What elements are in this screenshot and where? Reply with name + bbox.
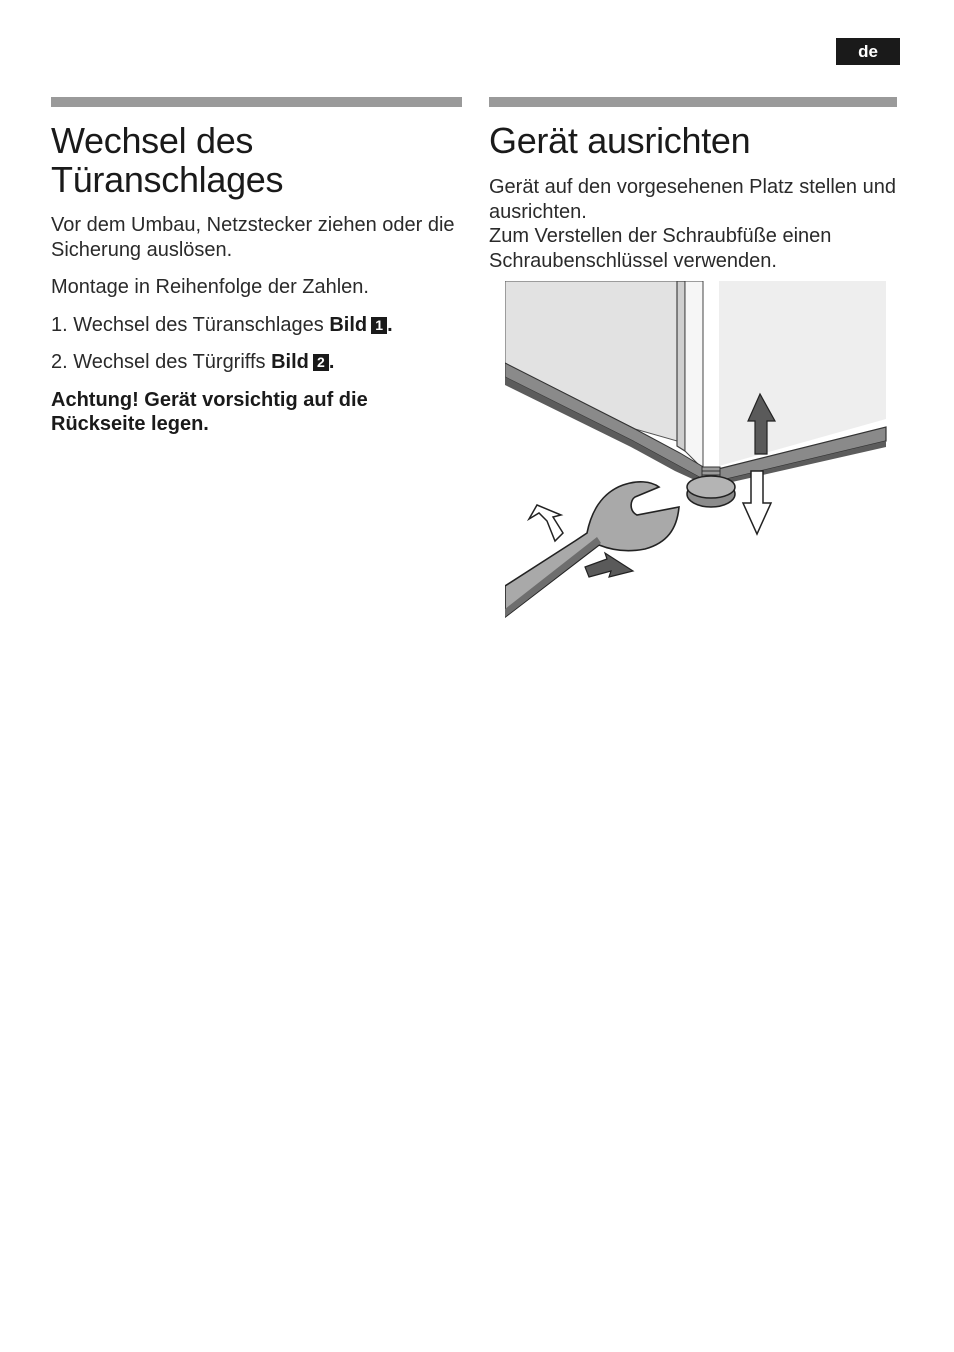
section-rule: [51, 97, 462, 107]
heading-line: Wechsel des: [51, 120, 254, 161]
step-text: 2. Wechsel des Türgriffs: [51, 351, 272, 373]
figure-ref-label: Bild: [329, 313, 368, 336]
section-leveling: [489, 97, 897, 273]
section-body: [51, 213, 462, 437]
step-item: [51, 350, 462, 375]
period: .: [328, 351, 335, 373]
figure-ref-label: Bild: [271, 351, 309, 373]
step-item: [51, 313, 462, 338]
section-rule: [489, 97, 897, 107]
heading-line: Türanschlages: [51, 159, 284, 200]
figure-number-badge: 1: [371, 317, 387, 334]
leveling-illustration: [505, 281, 887, 625]
appliance-leveling-feet-illustration: [505, 281, 887, 625]
warning-paragraph: Achtung! Gerät vorsichtig auf die Rückseite legen.: [51, 388, 368, 435]
section-heading: Gerät ausrichten: [489, 120, 751, 161]
language-badge: de: [836, 38, 900, 65]
section-heading: [51, 121, 462, 199]
intro-paragraph: Vor dem Umbau, Netzstecker ziehen oder die Sicherung auslösen.: [51, 214, 455, 261]
instruction-line: Zum Verstellen der Schraubfüße einen Schraubenschlüssel verwenden.: [489, 225, 832, 272]
period: .: [387, 313, 393, 336]
step-text: 1. Wechsel des Türanschlages: [51, 313, 330, 336]
order-paragraph: Montage in Reihenfolge der Zahlen.: [51, 276, 369, 298]
section-body: [489, 175, 897, 273]
section-door-hinge-change: [51, 97, 462, 450]
figure-number-badge: 2: [313, 354, 329, 371]
instruction-line: Gerät auf den vorgesehenen Platz stellen und ausrichten.: [489, 176, 896, 223]
